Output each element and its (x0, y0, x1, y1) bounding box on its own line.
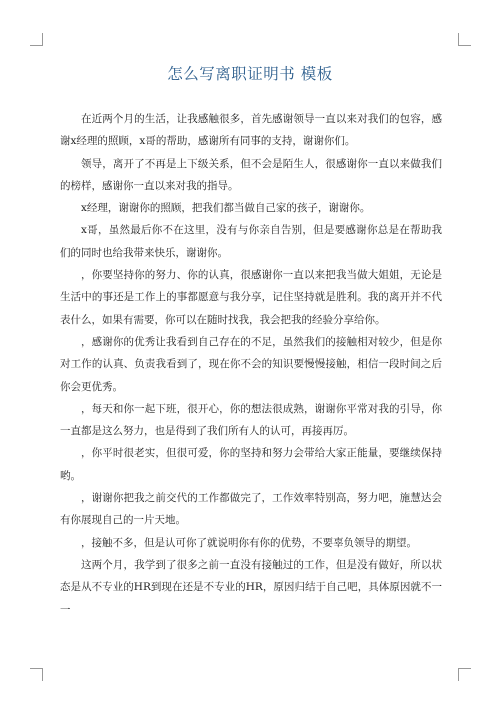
paragraph: ，谢谢你把我之前交代的工作都做完了，工作效率特别高，努力吧，施慧达会有你展现自己的一片天地。 (60, 492, 442, 527)
paragraph: x哥，虽然最后你不在这里，没有与你亲自告别，但是要感谢你总是在帮助我们的同时也给我带来快乐，谢谢你。 (60, 224, 442, 259)
crop-mark-bottom-right (458, 668, 471, 681)
paragraph: ，你平时很老实，但很可爱，你的坚持和努力会带给大家正能量，要继续保持哟。 (60, 447, 442, 482)
paragraph: 领导，离开了不再是上下级关系，但不会是陌生人，很感谢你一直以来做我们的榜样，感谢你一直以来对我的指导。 (60, 157, 442, 192)
paragraph: ，接触不多，但是认可你了就说明你有你的优势，不要辜负领导的期望。 (81, 536, 417, 549)
paragraph: 这两个月，我学到了很多之前一直没有接触过的工作，但是没有做好，所以状态是从不专业的HR到现在还是不专业的HR，原因归结于自己吧，具体原因就不一一 (60, 558, 442, 616)
document-title: 怎么写离职证明书 模板 (167, 65, 333, 83)
crop-mark-top-left (30, 33, 43, 46)
paragraph: 在近两个月的生活，让我感触很多，首先感谢领导一直以来对我们的包容，感谢x经理的照顾，x哥的帮助，感谢所有同事的支持，谢谢你们。 (60, 113, 442, 148)
document-body (60, 108, 442, 621)
crop-mark-top-right (458, 33, 471, 46)
paragraph: ，感谢你的优秀让我看到自己存在的不足，虽然我们的接触相对较少，但是你对工作的认真、负责我看到了，现在你不会的知识要慢慢接触，相信一段时间之后你会更优秀。 (60, 335, 442, 393)
crop-mark-bottom-left (30, 668, 43, 681)
paragraph: ，每天和你一起下班，很开心，你的想法很成熟，谢谢你平常对我的引导，你一直都是这么努力，也是得到了我们所有人的认可，再接再厉。 (60, 402, 442, 438)
paragraph: ，你要坚持你的努力、你的认真，很感谢你一直以来把我当做大姐姐，无论是生活中的事还是工作上的事都愿意与我分享，记住坚持就是胜利。我的离开并不代表什么，如果有需要，你可以在随时找我，我会把我的经验分享给你。 (60, 269, 442, 326)
paragraph: x经理，谢谢你的照顾，把我们都当做自己家的孩子，谢谢你。 (81, 202, 371, 215)
